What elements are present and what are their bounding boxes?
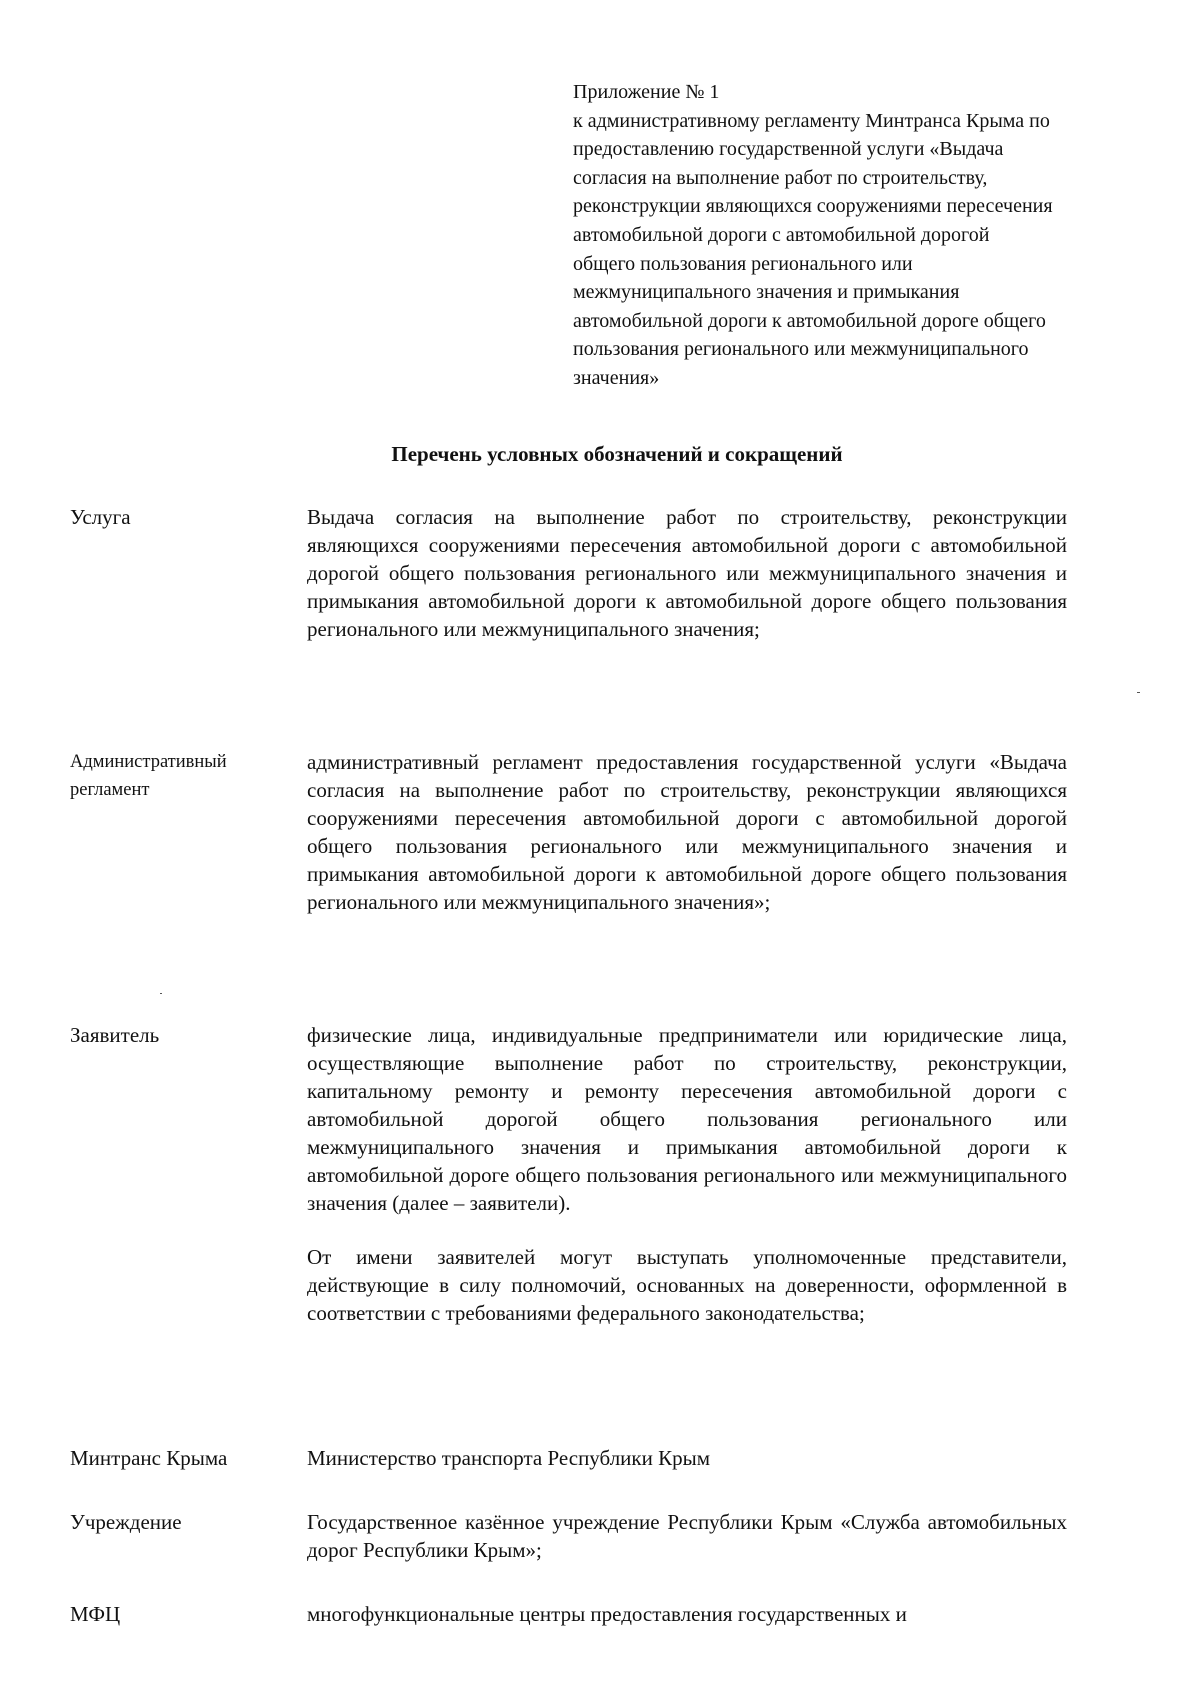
term-label: Заявитель <box>70 1023 160 1047</box>
annex-heading: Приложение № 1 <box>573 81 720 103</box>
annex-header <box>573 78 1173 393</box>
term-definition <box>307 503 1067 643</box>
term-label: Минтранс Крыма <box>70 1446 228 1470</box>
annex-body: к административному регламенту Минтранса Крыма по предоставлению государственной услуги «Выдача согласия на выполнение работ по строительству, реконструкции являющихся сооружениями пересечения автомобильной дороги с автомобильной дорогой общего пользования регионального или межмуниципального значения и примыкания автомобильной дороги к автомобильной дороге общего пользования регионального или межмуниципального значения» <box>573 109 1053 389</box>
definition-paragraph: Выдача согласия на выполнение работ по строительству, реконструкции являющихся сооружениями пересечения автомобильной дороги с автомобильной дорогой общего пользования регионального или межмуниципального значения и примыкания автомобильной дороги к автомобильной дороге общего пользования регионального или межмуниципального значения; <box>307 505 1067 641</box>
definition-paragraph: многофункциональные центры предоставления государственных и <box>307 1602 907 1626</box>
term-label: Учреждение <box>70 1510 182 1534</box>
term-label: Административный регламент <box>70 752 227 800</box>
scan-speck <box>160 993 162 994</box>
definition-paragraph: От имени заявителей могут выступать уполномоченные представители, действующие в силу полномочий, основанных на доверенности, оформленной в соответствии с требованиями федерального законодательства; <box>307 1245 1067 1325</box>
term-definition <box>307 1508 1067 1564</box>
term-definition <box>307 1444 1067 1472</box>
definition-paragraph: физические лица, индивидуальные предприниматели или юридические лица, осуществляющие выполнение работ по строительству, реконструкции, капитальному ремонту и ремонту пересечения автомобильной дороги с автомобильной дорогой общего пользования регионального или межмуниципального значения и примыкания автомобильной дороги к автомобильной дороге общего пользования регионального или межмуниципального значения (далее – заявители). <box>307 1023 1067 1215</box>
term-label: МФЦ <box>70 1602 121 1626</box>
page-title: Перечень условных обозначений и сокращений <box>391 442 843 466</box>
scan-speck <box>1137 692 1140 693</box>
definition-paragraph: административный регламент предоставления государственной услуги «Выдача согласия на выполнение работ по строительству, реконструкции являющихся сооружениями пересечения автомобильной дороги с автомобильной дорогой общего пользования регионального или межмуниципального значения и примыкания автомобильной дороги к автомобильной дороге общего пользования регионального или межмуниципального значения»; <box>307 750 1067 914</box>
term-definition <box>307 1021 1067 1327</box>
term-label: Услуга <box>70 505 131 529</box>
term-definition <box>307 1600 1067 1628</box>
definition-paragraph: Министерство транспорта Республики Крым <box>307 1446 711 1470</box>
definition-paragraph: Государственное казённое учреждение Республики Крым «Служба автомобильных дорог Республики Крым»; <box>307 1510 1067 1562</box>
term-definition <box>307 748 1067 916</box>
